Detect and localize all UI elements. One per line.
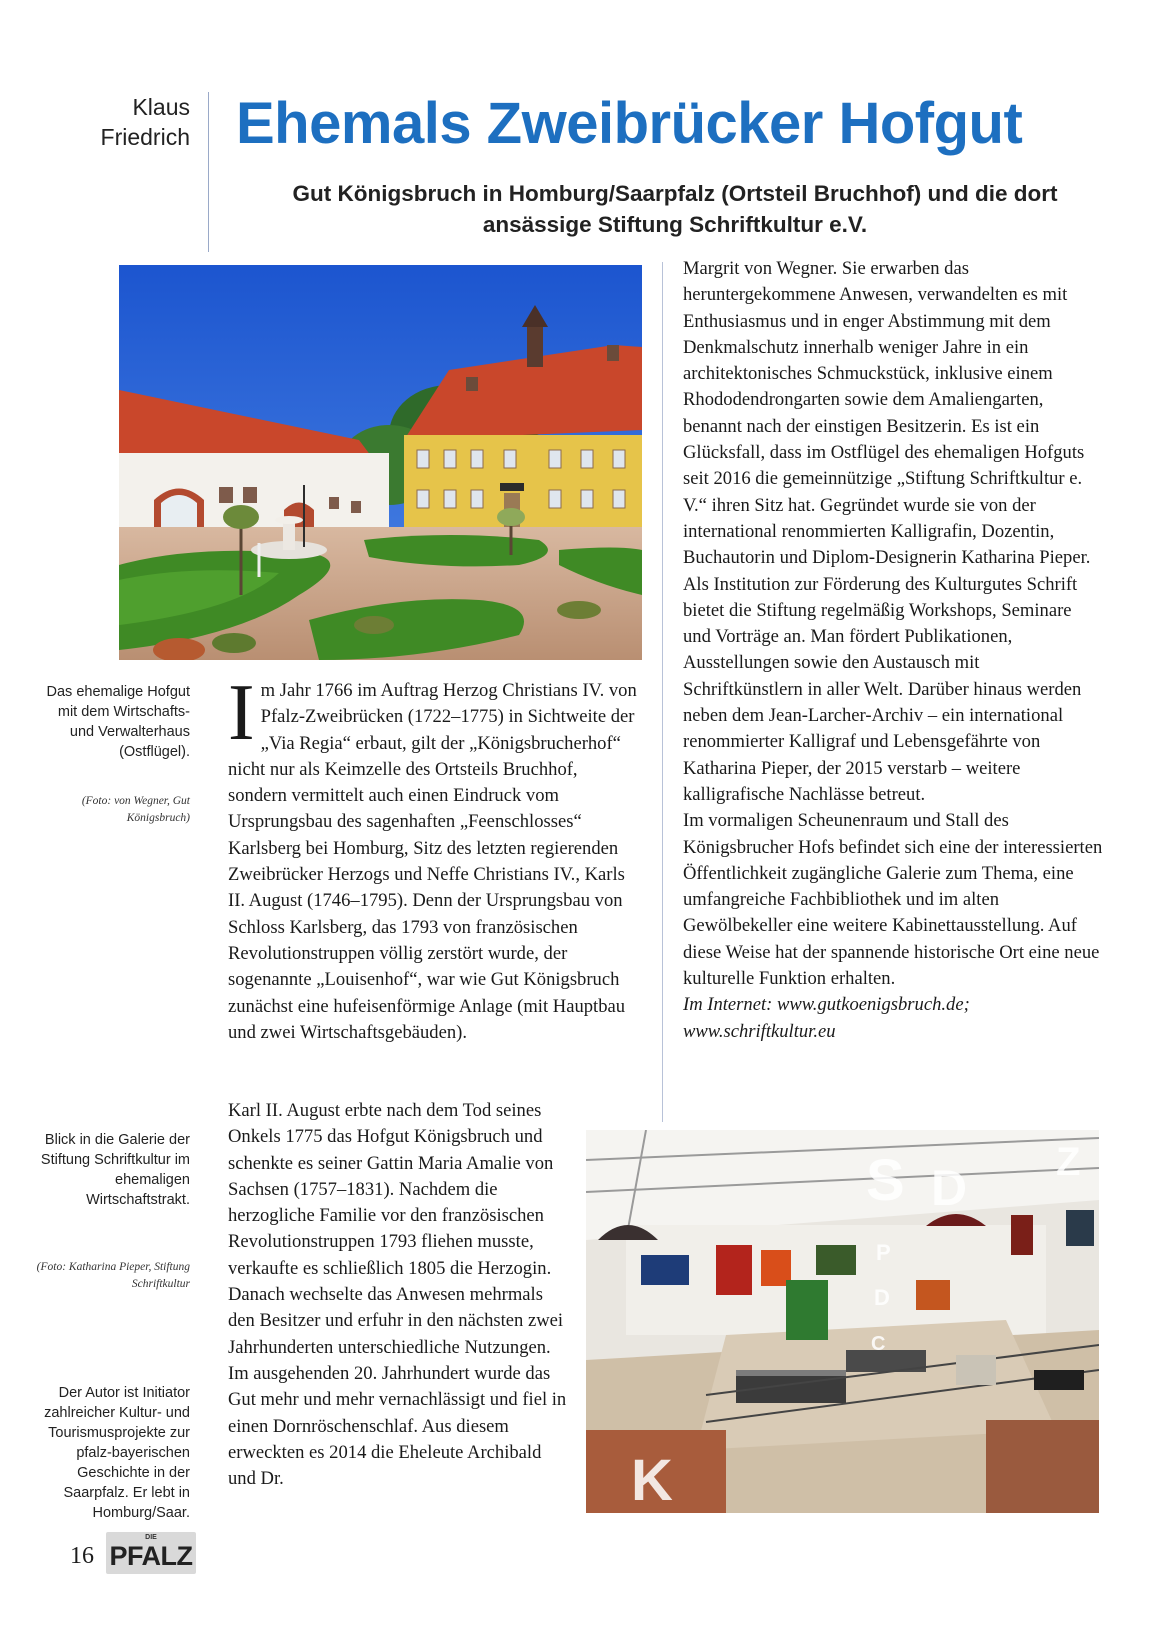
svg-text:P: P [876, 1240, 891, 1265]
article-title: Ehemals Zweibrücker Hofgut [236, 91, 1023, 156]
article-paragraph-2: Karl II. August erbte nach dem Tod seines Onkels 1775 das Hofgut Königsbruch und schenkte es seiner Gattin Maria Amalie von Sachsen (1757–1831). Nachdem die herzogliche Familie vor den französischen Revolutionstruppen 1793 fliehen musste, verkaufte es schließlich 1805 die Herzogin. Danach wechselte das Anwesen mehrmals den Besitzer und erfuhr in den nächsten zwei Jahrhunderten unterschiedliche Nutzungen. Im ausgehenden 20. Jahrhundert wurde das Gut mehr und mehr vernachlässigt und fiel in einen Dornröschenschlaf. Aus diesem erweckten es 2014 die Eheleute Archibald und Dr. [228, 1100, 567, 1490]
article-paragraph-4: Im vormaligen Scheunenraum und Stall des Königsbrucher Hofs befindet sich eine der interessierten Öffentlichkeit zugängliche Galerie zum Thema, eine umfangreiche Fachbibliothek und im alten Gewölbekeller eine weitere Kabinettausstellung. Auf diese Weise hat der spannende historische Ort eine neue kulturelle Funktion erhalten. [683, 810, 1103, 990]
svg-text:D: D [874, 1285, 890, 1310]
page-number: 16 [70, 1543, 94, 1569]
internet-line-1: Im Internet: www.gutkoenigsbruch.de; [683, 994, 970, 1016]
paragraph-1-text: m Jahr 1766 im Auftrag Herzog Christians IV. von Pfalz-Zweibrücken (1722–1775) in Sichtweite der „Via Regia“ erbaut, gilt der „Königsbrucherhof“ nicht nur als Keimzelle des Ortsteils Bruchhof, sondern vermittelt auch einen Eindruck vom Ursprungsbau des sagenhaften „Feenschlosses“ Karlsberg bei Homburg, Sitz des letzten regierenden Zweibrücker Herzogs und Neffe Christians IV., Karls II. August (1746–1795). Denn der Ursprungsbau von Schloss Karlsberg, das 1793 von französischen Revolutionstruppen völlig zerstört wurde, der sogenannte „Louisenhof“, war wie Gut Königsbruch zunächst eine hufeisenförmige Anlage (mit Hauptbau und zwei Wirtschaftsgebäuden). [228, 680, 637, 1043]
drop-cap: I [228, 669, 255, 757]
internet-links [683, 992, 1103, 1045]
estate-photo [119, 265, 642, 660]
internet-line-2: www.schriftkultur.eu [683, 1020, 836, 1042]
credit-gallery-photo: (Foto: Katharina Pieper, Stiftung Schriftkultur [36, 1261, 190, 1290]
logo-wordmark: PFALZ [109, 1541, 193, 1571]
svg-text:C: C [871, 1333, 886, 1355]
estate-illustration [119, 265, 642, 660]
caption-gallery-photo: Blick in die Galerie der Stiftung Schriftkultur im ehemaligen Wirtschaftstrakt. [40, 1132, 190, 1208]
header-divider [208, 92, 209, 252]
column-divider [662, 262, 663, 1122]
magazine-logo [106, 1532, 196, 1574]
svg-text:Z: Z [1056, 1140, 1081, 1184]
author-name [60, 92, 190, 152]
article-paragraph-1 [228, 669, 640, 1046]
gallery-illustration [586, 1130, 1099, 1513]
svg-text:S: S [866, 1148, 905, 1213]
subtitle-line-2: ansässige Stiftung Schriftkultur e.V. [482, 212, 868, 237]
caption-estate-photo: Das ehemalige Hofgut mit dem Wirtschafts- und Verwalterhaus (Ostflügel). [46, 684, 190, 760]
logo-die-text: DIE [145, 1534, 157, 1541]
article-paragraph-3: Margrit von Wegner. Sie erwarben das heruntergekommene Anwesen, verwandelten es mit Enthusiasmus und in enger Abstimmung mit dem Denkmalschutz innerhalb weniger Jahre in ein architektonisches Schmuckstück, inklusive einem Rhododendrongarten sowie dem Amaliengarten, benannt nach der einstigen Besitzerin. Es ist ein Glücksfall, dass im Ostflügel des ehemaligen Hofguts seit 2016 die gemeinnützige „Stiftung Schriftkultur e. V.“ ihren Sitz hat. Gegründet wurde sie von der international renommierten Kalligrafin, Dozentin, Buchautorin und Diplom-Designerin Katharina Pieper. Als Institution zur Förderung des Kulturgutes Schrift bietet die Stiftung regelmäßig Workshops, Seminare und Vorträge an. Man fördert Publikationen, Ausstellungen sowie den Austausch mit Schriftkünstlern in aller Welt. Darüber hinaus werden neben dem Jean-Larcher-Archiv – ein international renommierter Kalligraf und Lebensgefährte von Katharina Pieper, der 2015 verstarb – weitere kalligrafische Nachlässe betreut. [683, 258, 1091, 805]
author-first-name: Klaus [132, 94, 190, 120]
credit-estate-photo: (Foto: von Wegner, Gut Königsbruch) [81, 795, 190, 824]
article-subtitle [225, 178, 1125, 240]
svg-text:D: D [931, 1160, 968, 1216]
subtitle-line-1: Gut Königsbruch in Homburg/Saarpfalz (Ortsteil Bruchhof) und die dort [292, 181, 1058, 206]
author-last-name: Friedrich [100, 124, 190, 150]
article-column-2 [683, 256, 1103, 1045]
gallery-photo [586, 1130, 1099, 1513]
author-note: Der Autor ist Initiator zahlreicher Kultur- und Tourismusprojekte zur pfalz-bayerischen Geschichte in der Saarpfalz. Er lebt in Homburg/Saar. [44, 1385, 190, 1521]
svg-text:K: K [631, 1448, 673, 1513]
